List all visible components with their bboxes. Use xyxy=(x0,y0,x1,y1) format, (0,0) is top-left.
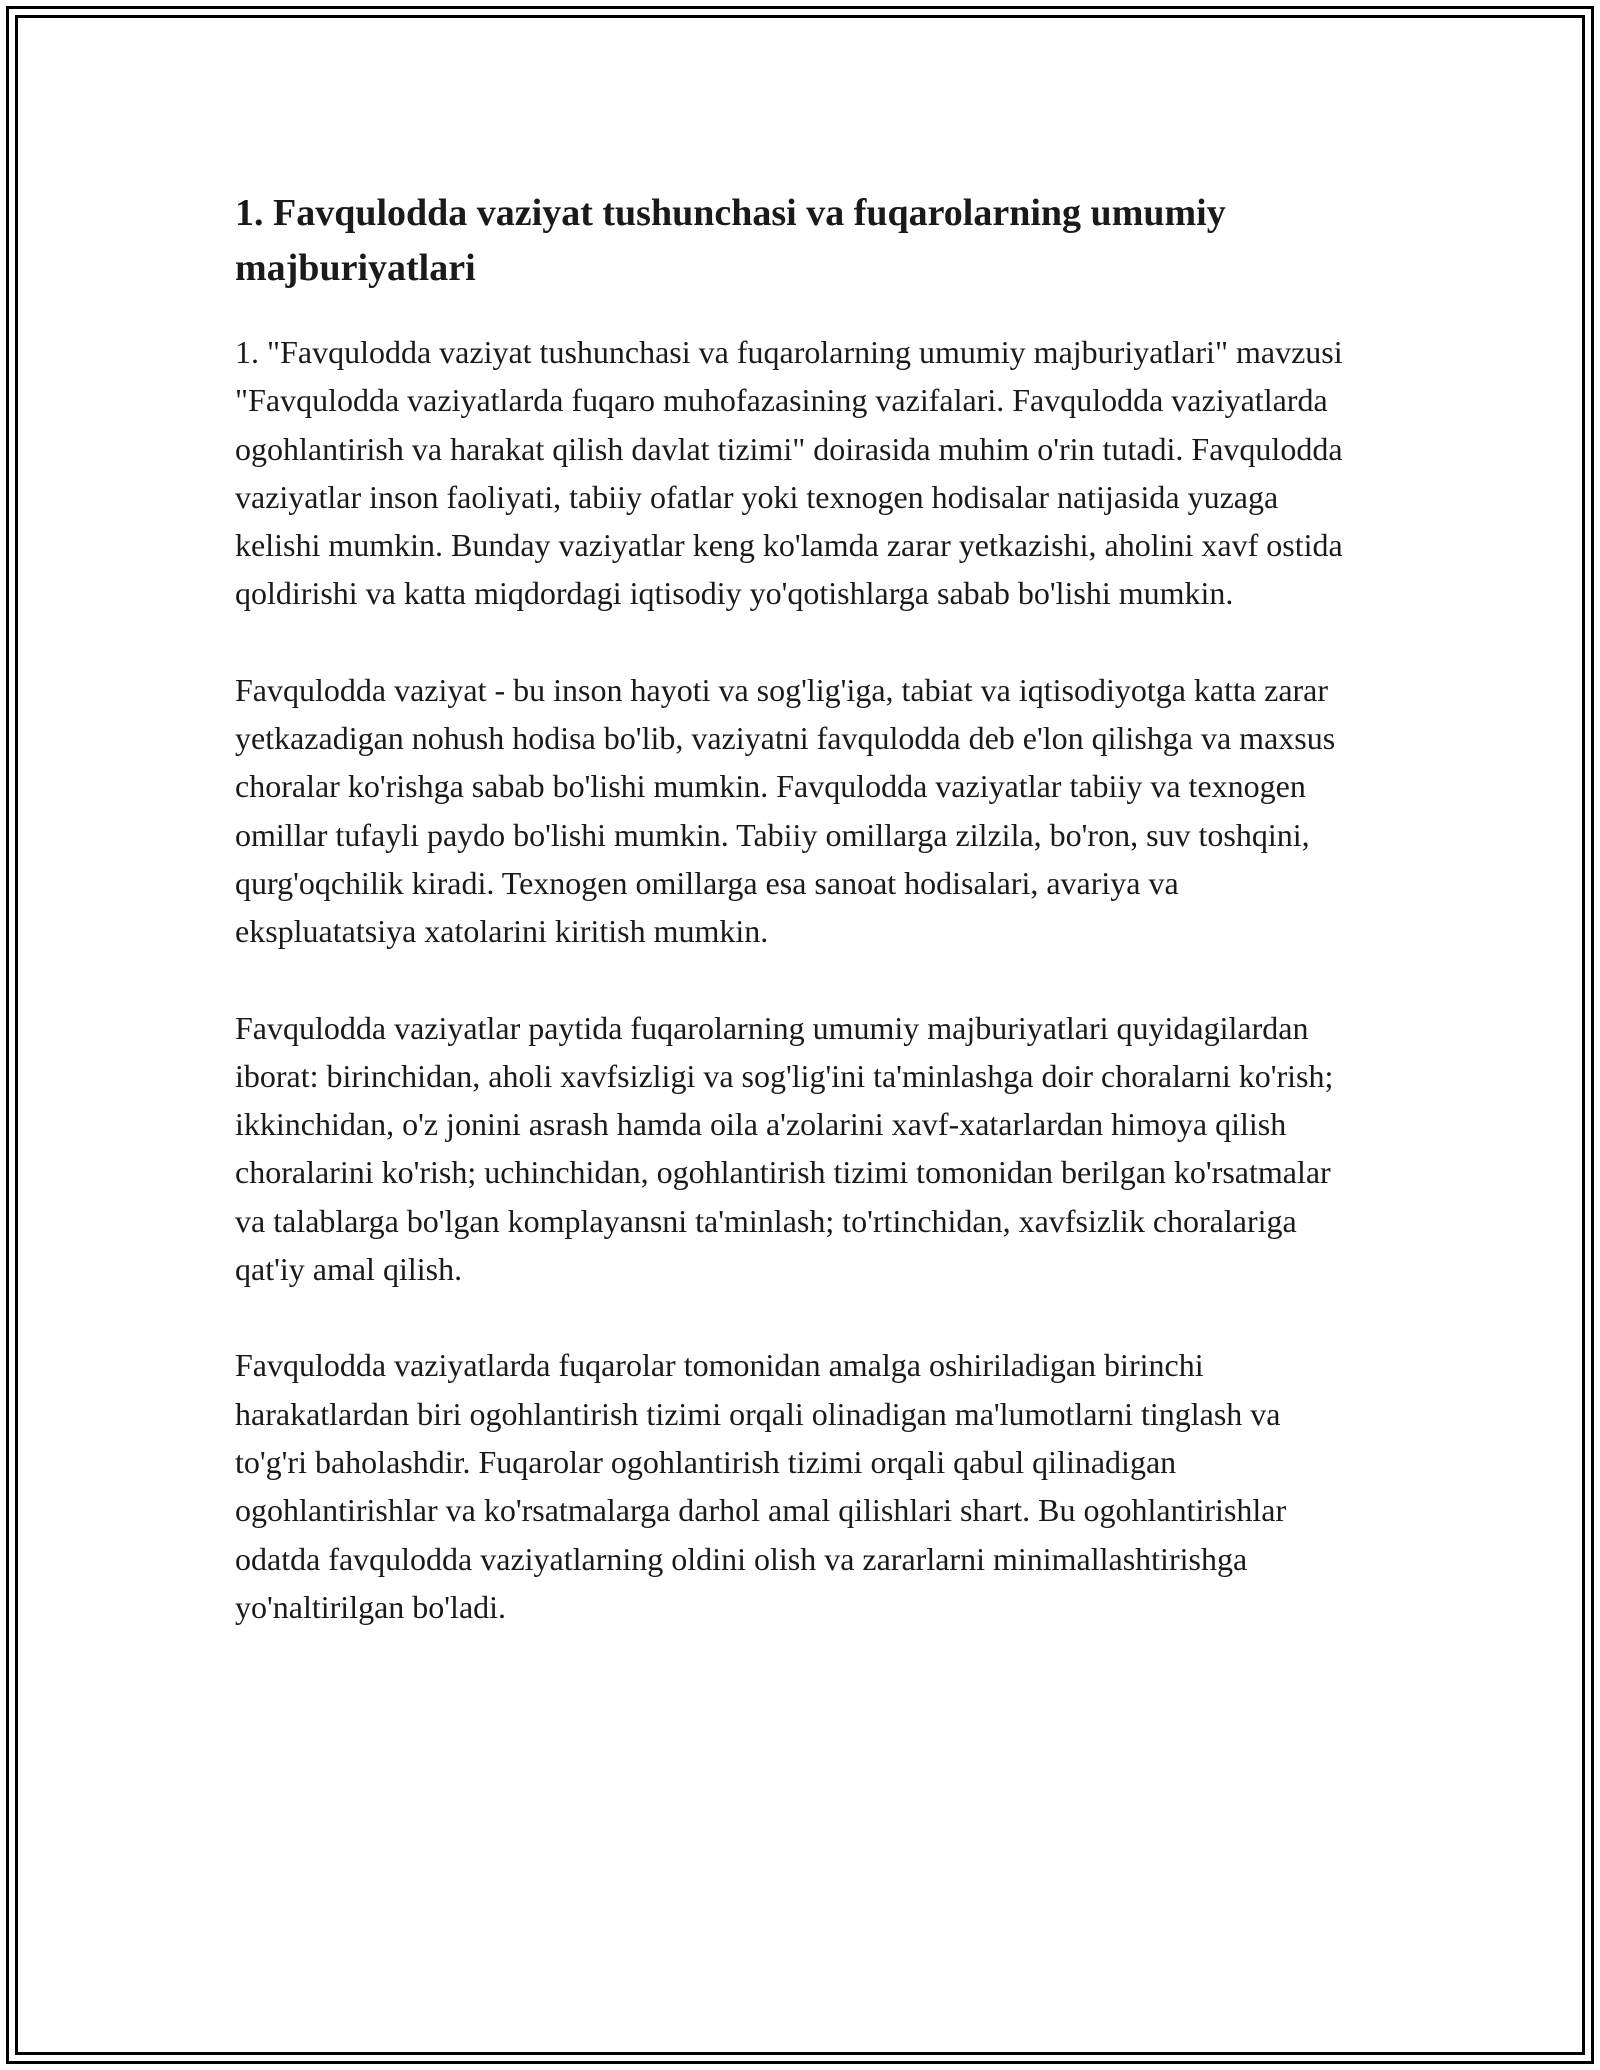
paragraph-intro: 1. "Favqulodda vaziyat tushunchasi va fuqarolarning umumiy majburiyatlari" mavzusi "Favqulodda vaziyatlarda fuqaro muhofazasining vazifalari. Favqulodda vaziyatlarda ogohlantirish va harakat qilish davlat tizimi" doirasida muhim o'rin tutadi. Favqulodda vaziyatlar inson faoliyati, tabiiy ofatlar yoki texnogen hodisalar natijasida yuzaga kelishi mumkin. Bunday vaziyatlar keng ko'lamda zarar yetkazishi, aholini xavf ostida qoldirishi va katta miqdordagi iqtisodiy yo'qotishlarga sabab bo'lishi mumkin. xyxy=(235,334,1343,612)
paragraph-obligations: Favqulodda vaziyatlar paytida fuqarolarning umumiy majburiyatlari quyidagilardan iborat: birinchidan, aholi xavfsizligi va sog'lig'ini ta'minlashga doir choralarni ko'rish; ikkinchidan, o'z jonini asrash hamda oila a'zolarini xavf-xatarlardan himoya qilish choralarini ko'rish; uchinchidan, ogohlantirish tizimi tomonidan berilgan ko'rsatmalar va talablarga bo'lgan komplayansni ta'minlash; to'rtinchidan, xavfsizlik choralariga qat'iy amal qilish. xyxy=(235,1009,1334,1288)
paragraph-definition: Favqulodda vaziyat - bu inson hayoti va sog'lig'iga, tabiat va iqtisodiyotga katta zarar yetkazadigan nohush hodisa bo'lib, vaziyatni favqulodda deb e'lon qilishga va maxsus choralar ko'rishga sabab bo'lishi mumkin. Favqulodda vaziyatlar tabiiy va texnogen omillar tufayli paydo bo'lishi mumkin. Tabiiy omillarga zilzila, bo'ron, suv toshqini, qurg'oqchilik kiradi. Texnogen omillarga esa sanoat hodisalari, avariya va ekspluatatsiya xatolarini kiritish mumkin. xyxy=(235,671,1336,950)
paragraph-warning-system: Favqulodda vaziyatlarda fuqarolar tomonidan amalga oshiriladigan birinchi harakatlardan biri ogohlantirish tizimi orqali olinadigan ma'lumotlarni tinglash va to'g'ri baholashdir. Fuqarolar ogohlantirish tizimi orqali qabul qilinadigan ogohlantirishlar va ko'rsatmalarga darhol amal qilishlari shart. Bu ogohlantirishlar odatda favqulodda vaziyatlarning oldini olish va zararlarni minimallashtirishga yo'naltirilgan bo'ladi. xyxy=(235,1347,1287,1625)
document-body xyxy=(235,186,1355,1679)
section-heading: 1. Favqulodda vaziyat tushunchasi va fuqarolarning umumiy majburiyatlari xyxy=(235,192,1226,289)
